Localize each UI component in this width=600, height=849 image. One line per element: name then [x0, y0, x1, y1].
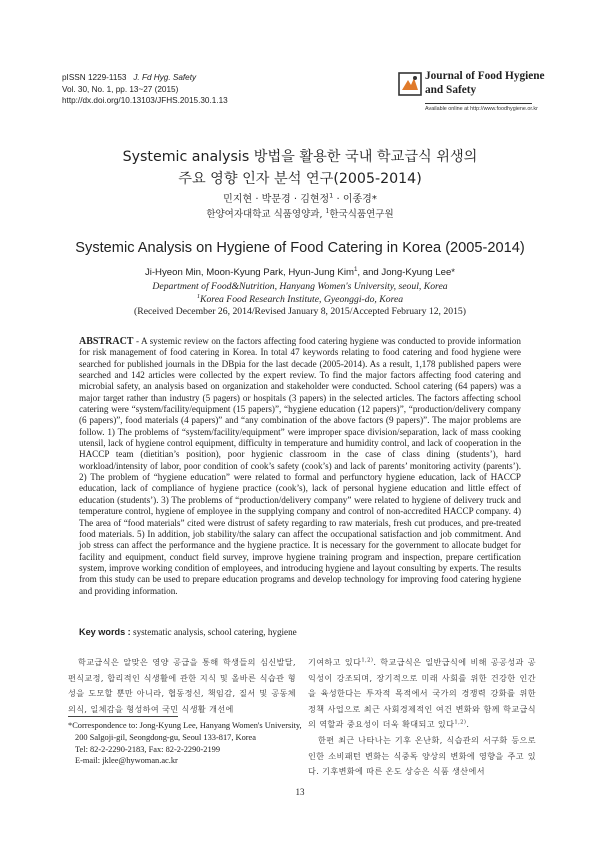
keywords: [79, 626, 521, 638]
body-paragraph: 기여하고 있다$^{1,2)}$. 학교급식은 일반급식에 비해 공공성과 공익성이 강조되며, 장기적으로 미래 사회를 위한 건강한 인간을 육성한다는 투자적 목적에서 국가의 경쟁력 강화를 위한 정책 사업으로 최근 사회경제적인 여건 변화와 함께 학교급식의 역할과 중요성이 더욱 확대되고 있다$^{1,2)}$.: [308, 657, 536, 730]
journal-logo: [398, 70, 545, 126]
korean-title: Systemic analysis 방법을 활용한 국내 학교급식 위생의 주요 영향 인자 분석 연구(2005-2014): [122, 149, 478, 187]
english-affiliation: Department of Food&Nutrition, Hanyang Women's University, seoul, Korea $^1$Korea Food Research Institute, Gyeonggi-do, Korea: [152, 281, 448, 305]
logo-divider: [425, 103, 532, 104]
english-authors: Ji-Hyeon Min, Moon-Kyung Park, Hyun-Jung Kim$^1$, and Jong-Kyung Lee*: [144, 265, 456, 278]
issn: pISSN 1229-1153: [62, 73, 127, 82]
page-number: 13: [295, 787, 305, 797]
body-column-right: [308, 655, 536, 780]
abstract: [79, 336, 521, 597]
english-title: Systemic Analysis on Hygiene of Food Catering in Korea (2005-2014): [75, 240, 525, 256]
journal-emblem-icon: [398, 72, 422, 96]
body-column-left: [68, 655, 296, 717]
journal-title: Journal of Food Hygiene and Safety: [425, 70, 545, 96]
correspondence-footnote: *Correspondence to: Jong-Kyung Lee, Hanyang Women's University, 200 Salgoji-gil, Seongdong-gu, Seoul 133-817, Korea Tel: 82-2-2290-2183, Fax: 82-2-2290-2199 E-mail: jklee@hywoman.ac.kr: [68, 720, 308, 767]
received-dates: (Received December 26, 2014/Revised January 8, 2015/Accepted February 12, 2015): [134, 306, 466, 317]
body-paragraph: 한편 최근 나타나는 기후 온난화, 식습관의 서구화 등으로 인한 소비패턴 변화는 식중독 양상의 변화에 영향을 주고 있다. 기후변화에 따른 온도 상승은 식품 생산에서: [308, 734, 536, 777]
body-paragraph: 학교급식은 알맞은 영양 공급을 통해 학생들의 심신발달, 편식교정, 합리적인 식생활에 관한 지식 및 올바른 식습관 형성을 도모할 뿐만 아니라, 협동정신, 책임감, 질서 및 공동체 의식, 일체감을 형성하여 국민 식생활 개선에: [68, 657, 296, 714]
abstract-text: - A systemic review on the factors affecting food catering hygiene was conducted to provide information for risk management of food catering in Korea. In total 47 keywords relating to food catering and food hygiene were searched for published journals in the DBpia for the last decade (2005-2014). As a result, 1,178 published papers were searched and 142 articles were collected by the expert review. To find the major factors affecting food catering and microbial safety, an analysis based on organization and stakeholder were conducted. School catering (64 papers) was a major target rather than industry (5 pagers) or hospitals (3 papers) in the selected articles. The factors affecting school catering were “system/facility/equipment (15 papers)”, “hygiene education (12 papers)”, “production/delivery company (6 papers)”, food materials (4 papers)” and “any combination of the above factors (9 papers)”. The major problems are follow. 1) The problems of “system/facility/equipment” were improper space division/separation, lack of mass cooking utensil, lack of hygiene control equipment, difficulty in temperature and humidity control, and lack of cooperation in the HACCP team (dietitian’s position), poor hygienic classroom in the case of class dining (students’), hard workload/intensity of labor, poor condition of cook’s safety (cook’s) and lack of parents’ monitoring activity (parents’). 2) The problem of “hygiene education” were related to formal and perfunctory hygiene education, lack of HACCP education, lack of compliance of hygiene practice (cook’s), lack of personal hygiene education and little effect of education (students’). 3) The problems of “production/delivery company” were related to hygiene of delivery truck and temperature control, hygiene of employee in the supplying company and control of non-accredited HACCP company. 4) The area of “food materials” cited were distrust of safety regarding to raw materials, fresh cut produces, and pre-treated food materials. 5) In addition, job stability/the salary can affect the occupational satisfaction and job commitment. And job stress can affect the performance and the hygiene practice. It is necessary for the government to allocate budget for facility and equipment, conduct field survey, improve hygiene training program and inspection, prepare certification system, improve working condition of employees, and introducing hygiene and layout consulting by experts. The results from this study can be used to prepare education programs and develop technology for improving food catering hygiene and providing information.: [79, 336, 521, 596]
email[interactable]: E-mail: jklee@hywoman.ac.kr: [75, 756, 178, 766]
journal-url[interactable]: Available online at http://www.foodhygiene.or.kr: [425, 106, 538, 112]
volume-line: Vol. 30, No. 1, pp. 13~27 (2015): [62, 84, 179, 94]
article-meta: [62, 72, 228, 107]
korean-authors: 민지현 · 박문경 · 김현정$^1$ · 이종경*: [223, 191, 377, 205]
korean-affiliation: 한양여자대학교 식품영양과, $^1$한국식품연구원: [206, 207, 394, 220]
journal-abbrev: J. Fd Hyg. Safety: [133, 73, 197, 82]
keywords-text: systematic analysis, school catering, hygiene: [130, 627, 297, 637]
keywords-label: Key words :: [79, 627, 131, 637]
doi-link[interactable]: http://dx.doi.org/10.13103/JFHS.2015.30.1.13: [62, 96, 228, 105]
footnote-rule: [68, 716, 178, 717]
abstract-label: ABSTRACT: [79, 336, 134, 347]
